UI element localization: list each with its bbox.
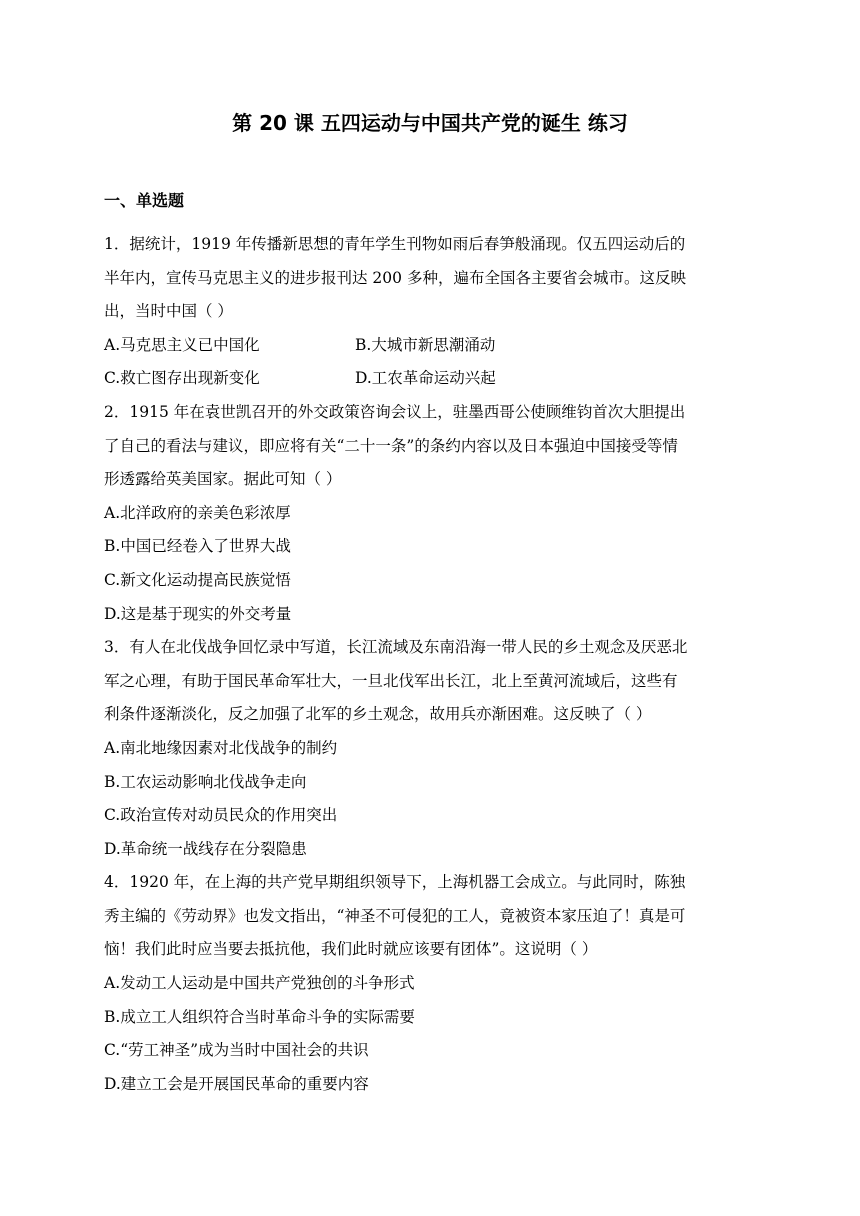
question-1-options-row-1 [104, 329, 760, 363]
question-3-stem-line-1: 3．有人在北伐战争回忆录中写道，长江流域及东南沿海一带人民的乡土观念及厌恶北 [104, 638, 688, 657]
section-heading: 一、单选题 [104, 191, 185, 210]
question-3-option-b: B.工农运动影响北伐战争走向 [104, 772, 307, 791]
question-2-stem-line-3: 形透露给英美国家。据此可知（ ） [104, 470, 342, 489]
question-1-option-a: A.马克思主义已中国化 [104, 335, 260, 354]
question-3-option-a: A.南北地缘因素对北伐战争的制约 [104, 738, 338, 757]
question-1-option-b: B.大城市新思潮涌动 [355, 335, 496, 354]
question-4-option-b: B.成立工人组织符合当时革命斗争的实际需要 [104, 1007, 415, 1026]
question-3 [104, 631, 760, 866]
question-2-option-a: A.北洋政府的亲美色彩浓厚 [104, 503, 291, 522]
question-2-option-d: D.这是基于现实的外交考量 [104, 604, 292, 623]
question-3-option-d: D.革命统一战线存在分裂隐患 [104, 839, 307, 858]
question-1-option-d: D.工农革命运动兴起 [355, 369, 496, 388]
question-4-option-a: A.发动工人运动是中国共产党独创的斗争形式 [104, 974, 415, 993]
question-4-stem-line-1: 4．1920 年，在上海的共产党早期组织领导下，上海机器工会成立。与此同时，陈独 [104, 873, 686, 892]
question-3-option-c: C.政治宣传对动员民众的作用突出 [104, 806, 338, 825]
question-4 [104, 866, 760, 1101]
question-3-stem-line-2: 军之心理，有助于国民革命军壮大，一旦北伐军出长江，北上至黄河流域后，这些有 [104, 671, 678, 690]
question-2 [104, 396, 760, 631]
question-4-option-c: C.“劳工神圣”成为当时中国社会的共识 [104, 1041, 369, 1060]
question-1-options-row-2 [104, 362, 760, 396]
question-1-stem-line-1: 1．据统计，1919 年传播新思想的青年学生刊物如雨后春笋般涌现。仅五四运动后的 [104, 235, 686, 253]
question-1-stem-line-3: 出，当时中国（ ） [104, 302, 233, 321]
question-1 [104, 228, 760, 396]
question-2-option-b: B.中国已经卷入了世界大战 [104, 537, 291, 556]
question-3-stem-line-3: 利条件逐渐淡化，反之加强了北军的乡土观念，故用兵亦渐困难。这反映了（ ） [104, 705, 652, 724]
question-4-stem-line-3: 恼！我们此时应当要去抵抗他，我们此时就应该要有团体”。这说明（ ） [104, 940, 598, 959]
question-2-stem-line-1: 2．1915 年在袁世凯召开的外交政策咨询会议上，驻墨西哥公使顾维钧首次大胆提出 [104, 402, 686, 421]
question-list [104, 228, 760, 1101]
question-4-stem-line-2: 秀主编的《劳动界》也发文指出，“神圣不可侵犯的工人，竟被资本家压迫了！真是可 [104, 906, 686, 925]
document-title: 第 20 课 五四运动与中国共产党的诞生 练习 [232, 111, 628, 135]
question-1-option-c: C.救亡图存出现新变化 [104, 369, 260, 388]
question-1-stem-line-2: 半年内，宣传马克思主义的进步报刊达 200 多种，遍布全国各主要省会城市。这反映 [104, 268, 686, 287]
question-2-option-c: C.新文化运动提高民族觉悟 [104, 570, 291, 589]
question-4-option-d: D.建立工会是开展国民革命的重要内容 [104, 1074, 369, 1093]
question-2-stem-line-2: 了自己的看法与建议，即应将有关“二十一条”的条约内容以及日本强迫中国接受等情 [104, 436, 678, 455]
